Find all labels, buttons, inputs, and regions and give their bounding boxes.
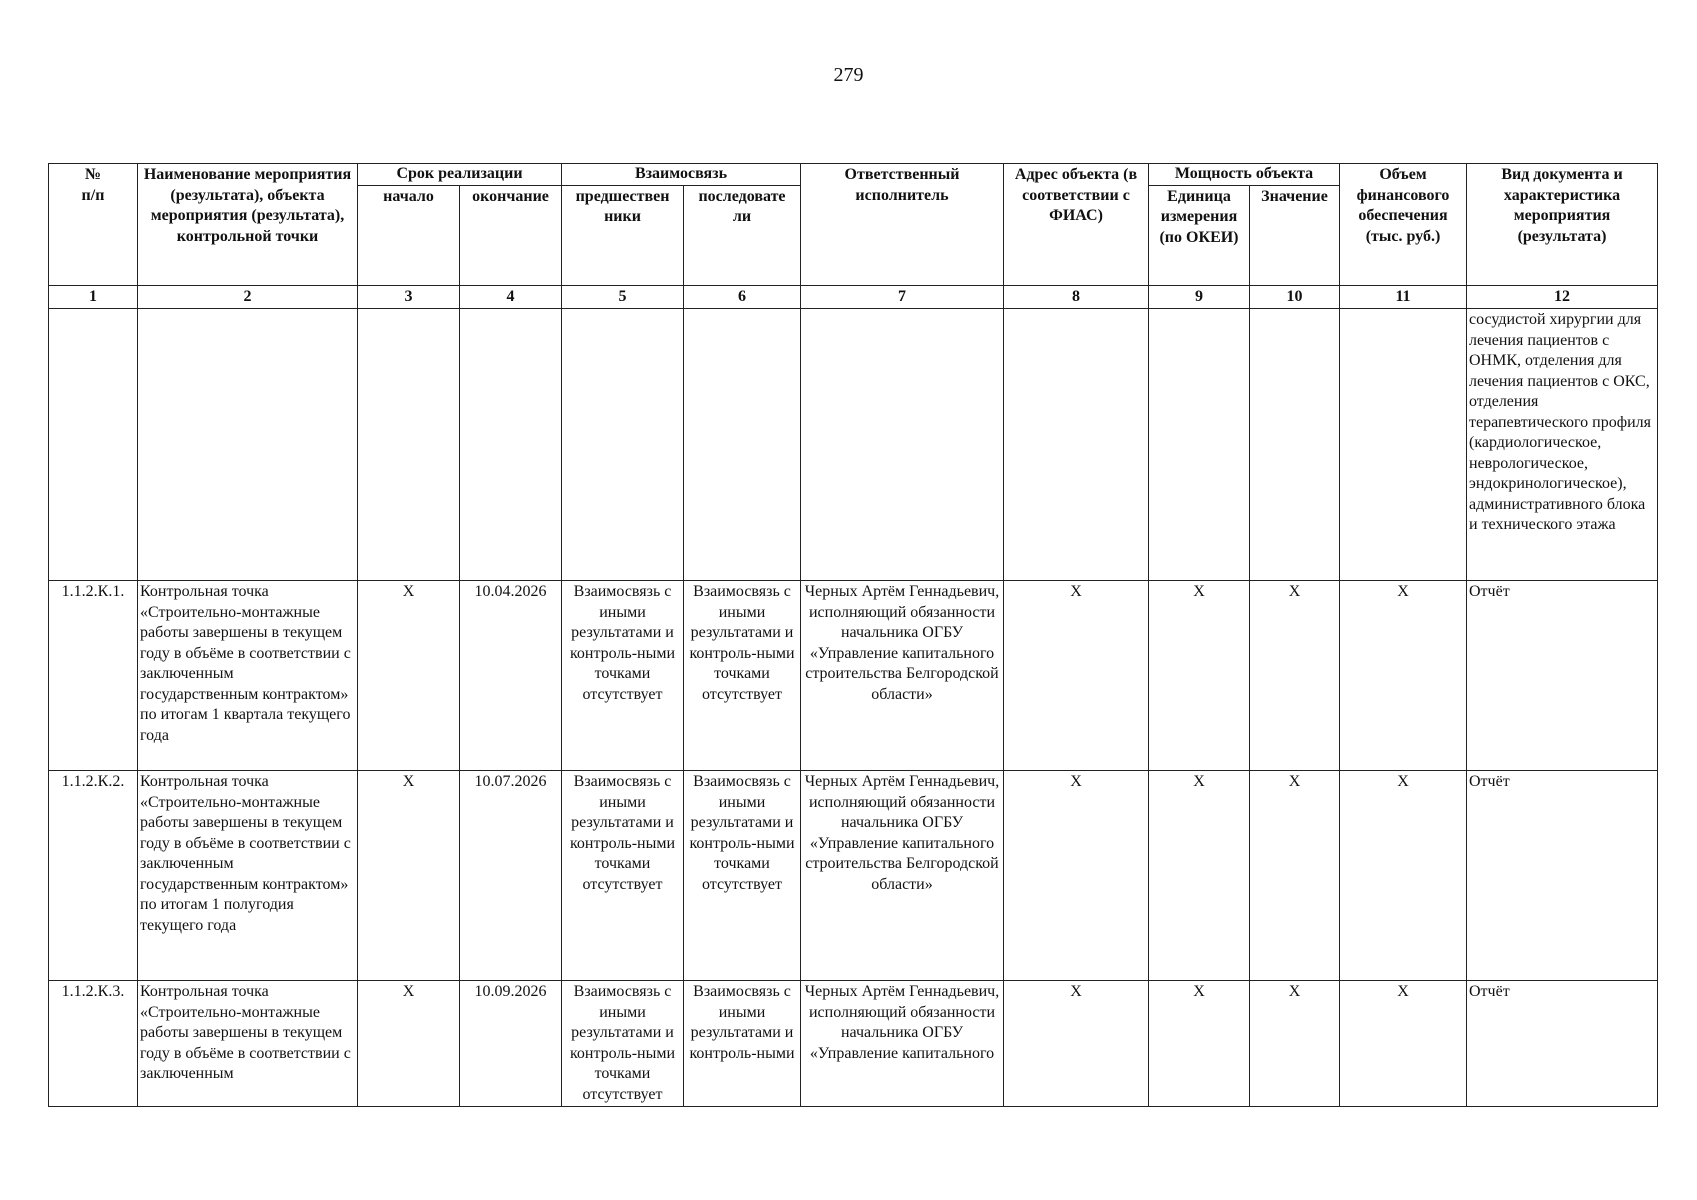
row-end: 10.07.2026 xyxy=(460,771,562,981)
col-number: 10 xyxy=(1250,285,1340,309)
row-unit: X xyxy=(1149,581,1250,771)
row-successors: Взаимосвязь с иными результатами и контроль-ными точками отсутствует xyxy=(684,771,801,981)
col-number: 11 xyxy=(1340,285,1467,309)
header-capacity-group: Мощность объекта xyxy=(1149,164,1340,186)
col-number: 6 xyxy=(684,285,801,309)
row-doc: Отчёт xyxy=(1467,771,1658,981)
row-executor: Черных Артём Геннадьевич, исполняющий обязанности начальника ОГБУ «Управление капитального строительства Белгородской области» xyxy=(801,771,1004,981)
col-number: 5 xyxy=(562,285,684,309)
column-number-row xyxy=(49,285,1658,309)
row-predecessors: Взаимосвязь с иными результатами и контроль-ными точками отсутствует xyxy=(562,771,684,981)
row-funding: X xyxy=(1340,981,1467,1107)
row-address: X xyxy=(1004,981,1149,1107)
header-end: окончание xyxy=(460,185,562,285)
header-unit: Единица измерения (по ОКЕИ) xyxy=(1149,185,1250,285)
col-number: 1 xyxy=(49,285,138,309)
header-funding: Объем финансового обеспечения (тыс. руб.) xyxy=(1340,164,1467,286)
header-name: Наименование мероприятия (результата), объекта мероприятия (результата), контрольной точки xyxy=(138,164,358,286)
continuation-doc: сосудистой хирургии для лечения пациентов с ОНМК, отделения для лечения пациентов с ОКС, отделения терапевтического профиля (кардиологическое, неврологическое, эндокринологическое), административного блока и технического этажа xyxy=(1467,309,1658,581)
header-link-group: Взаимосвязь xyxy=(562,164,801,186)
table-row xyxy=(49,581,1658,771)
header-predecessors: предшествен ники xyxy=(562,185,684,285)
header-successors: последовате ли xyxy=(684,185,801,285)
row-successors: Взаимосвязь с иными результатами и контроль-ными точками отсутствует xyxy=(684,581,801,771)
row-name: Контрольная точка «Строительно-монтажные работы завершены в текущем году в объёме в соответствии с заключенным государственным контрактом» по итогам 1 квартала текущего года xyxy=(138,581,358,771)
row-end: 10.04.2026 xyxy=(460,581,562,771)
plan-table xyxy=(48,163,1658,1107)
col-number: 3 xyxy=(358,285,460,309)
row-value: X xyxy=(1250,581,1340,771)
row-address: X xyxy=(1004,771,1149,981)
row-funding: X xyxy=(1340,581,1467,771)
row-start: X xyxy=(358,771,460,981)
header-address: Адрес объекта (в соответствии с ФИАС) xyxy=(1004,164,1149,286)
header-num: № п/п xyxy=(49,164,138,286)
col-number: 12 xyxy=(1467,285,1658,309)
row-unit: X xyxy=(1149,981,1250,1107)
header-value: Значение xyxy=(1250,185,1340,285)
row-executor: Черных Артём Геннадьевич, исполняющий обязанности начальника ОГБУ «Управление капитального строительства Белгородской области» xyxy=(801,581,1004,771)
row-successors: Взаимосвязь с иными результатами и контроль-ными xyxy=(684,981,801,1107)
row-num: 1.1.2.К.2. xyxy=(49,771,138,981)
row-num: 1.1.2.К.1. xyxy=(49,581,138,771)
col-number: 2 xyxy=(138,285,358,309)
row-address: X xyxy=(1004,581,1149,771)
row-value: X xyxy=(1250,771,1340,981)
row-name: Контрольная точка «Строительно-монтажные работы завершены в текущем году в объёме в соответствии с заключенным государственным контрактом» по итогам 1 полугодия текущего года xyxy=(138,771,358,981)
col-number: 4 xyxy=(460,285,562,309)
header-executor: Ответственный исполнитель xyxy=(801,164,1004,286)
row-num: 1.1.2.К.3. xyxy=(49,981,138,1107)
col-number: 8 xyxy=(1004,285,1149,309)
col-number: 9 xyxy=(1149,285,1250,309)
header-start: начало xyxy=(358,185,460,285)
header-doc: Вид документа и характеристика мероприятия (результата) xyxy=(1467,164,1658,286)
row-funding: X xyxy=(1340,771,1467,981)
row-start: X xyxy=(358,581,460,771)
row-start: X xyxy=(358,981,460,1107)
row-predecessors: Взаимосвязь с иными результатами и контроль-ными точками отсутствует xyxy=(562,581,684,771)
row-unit: X xyxy=(1149,771,1250,981)
row-name: Контрольная точка «Строительно-монтажные работы завершены в текущем году в объёме в соответствии с заключенным xyxy=(138,981,358,1107)
row-predecessors: Взаимосвязь с иными результатами и контроль-ными точками отсутствует xyxy=(562,981,684,1107)
continuation-row xyxy=(49,309,1658,581)
table-row xyxy=(49,981,1658,1107)
page-number: 279 xyxy=(833,64,864,86)
header-row-1 xyxy=(49,164,1658,186)
row-executor: Черных Артём Геннадьевич, исполняющий обязанности начальника ОГБУ «Управление капитального xyxy=(801,981,1004,1107)
col-number: 7 xyxy=(801,285,1004,309)
row-end: 10.09.2026 xyxy=(460,981,562,1107)
table-row xyxy=(49,771,1658,981)
row-doc: Отчёт xyxy=(1467,981,1658,1107)
row-doc: Отчёт xyxy=(1467,581,1658,771)
row-value: X xyxy=(1250,981,1340,1107)
header-term-group: Срок реализации xyxy=(358,164,562,186)
